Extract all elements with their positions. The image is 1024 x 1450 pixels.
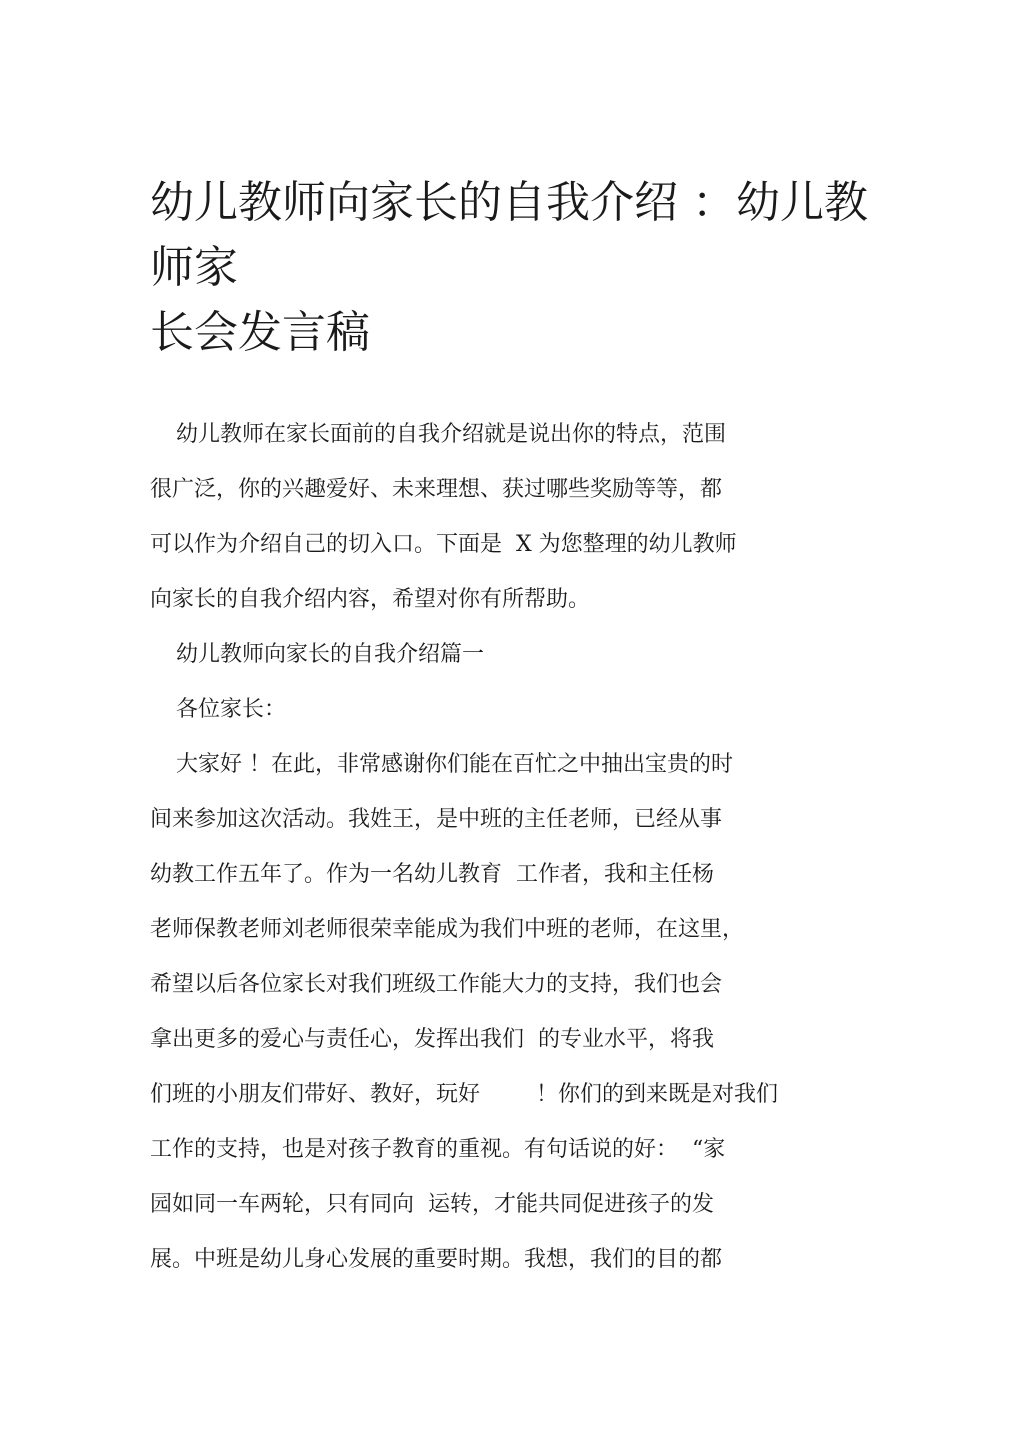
intro-line-3: 可以作为介绍自己的切入口。下面是 X 为您整理的幼儿教师 <box>150 532 737 557</box>
body-line-4: 老师保教老师刘老师很荣幸能成为我们中班的老师，在这里， <box>150 917 745 942</box>
body-line-6: 拿出更多的爱心与责任心，发挥出我们 的专业水平，将我 <box>150 1027 714 1052</box>
body-line-9: 园如同一车两轮，只有同向 运转，才能共同促进孩子的发 <box>150 1192 714 1217</box>
body-line-5: 希望以后各位家长对我们班级工作能大力的支持，我们也会 <box>150 972 723 997</box>
salutation: 各位家长： <box>176 697 287 722</box>
body-line-10: 展。中班是幼儿身心发展的重要时期。我想，我们的目的都 <box>150 1247 723 1272</box>
body-line-2: 间来参加这次活动。我姓王，是中班的主任老师，已经从事 <box>150 807 723 832</box>
title-line-3: 长会发言稿 <box>150 307 370 358</box>
intro-line-4: 向家长的自我介绍内容，希望对你有所帮助。 <box>150 587 591 612</box>
intro-line-2: 很广泛，你的兴趣爱好、未来理想、获过哪些奖励等等，都 <box>150 477 723 502</box>
section-heading: 幼儿教师向家长的自我介绍篇一 <box>176 642 485 667</box>
title-line-2: 师家 <box>150 242 238 293</box>
body-line-8: 工作的支持，也是对孩子教育的重视。有句话说的好： “家 <box>150 1137 726 1162</box>
body-line-7: 们班的小朋友们带好、教好，玩好 ！你们的到来既是对我们 <box>150 1082 778 1107</box>
title-line-1: 幼儿教师向家长的自我介绍 ：幼儿教 <box>150 177 868 228</box>
body-line-1: 大家好 ！在此，非常感谢你们能在百忙之中抽出宝贵的时 <box>176 752 733 777</box>
intro-line-1: 幼儿教师在家长面前的自我介绍就是说出你的特点，范围 <box>176 422 727 447</box>
document-title <box>150 170 870 365</box>
body-line-3: 幼教工作五年了。作为一名幼儿教育 工作者，我和主任杨 <box>150 862 714 887</box>
